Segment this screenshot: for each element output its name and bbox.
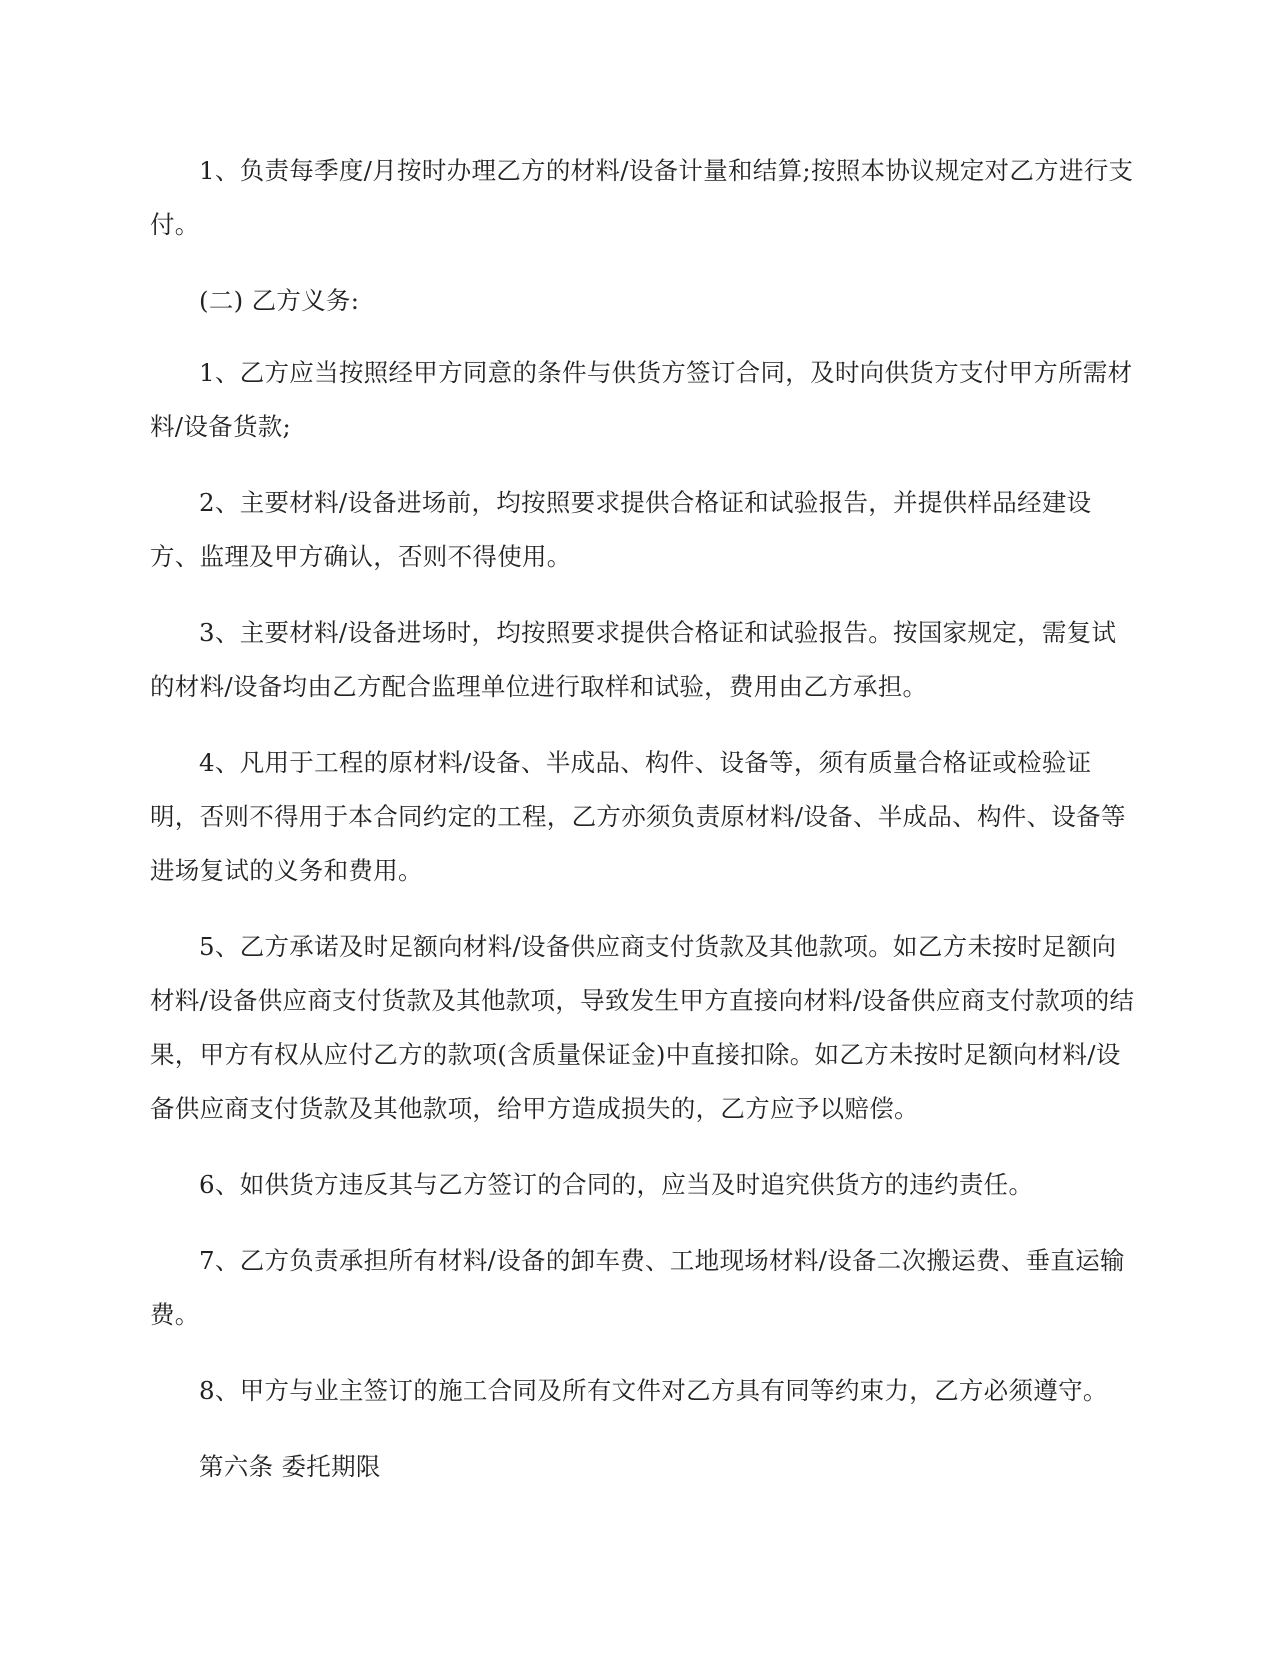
party-b-obligation-8: 8、甲方与业主签订的施工合同及所有文件对乙方具有同等约束力，乙方必须遵守。: [199, 1376, 1108, 1405]
party-b-obligation-3: 3、主要材料/设备进场时，均按照要求提供合格证和试验报告。按国家规定，需复试的材料/设备均由乙方配合监理单位进行取样和试验，费用由乙方承担。: [150, 618, 1117, 701]
party-b-obligation-1: 1、乙方应当按照经甲方同意的条件与供货方签订合同，及时向供货方支付甲方所需材料/设备货款;: [150, 358, 1133, 441]
party-a-obligation-1: 1、负责每季度/月按时办理乙方的材料/设备计量和结算;按照本协议规定对乙方进行支付。: [150, 156, 1134, 239]
party-b-obligation-4: 4、凡用于工程的原材料/设备、半成品、构件、设备等，须有质量合格证或检验证明，否则不得用于本合同约定的工程，乙方亦须负责原材料/设备、半成品、构件、设备等进场复试的义务和费用。: [150, 748, 1126, 885]
party-b-obligations-heading: (二) 乙方义务:: [199, 286, 360, 315]
party-b-obligation-6: 6、如供货方违反其与乙方签订的合同的，应当及时追究供货方的违约责任。: [199, 1170, 1034, 1199]
party-b-obligation-5: 5、乙方承诺及时足额向材料/设备供应商支付货款及其他款项。如乙方未按时足额向材料/设备供应商支付货款及其他款项，导致发生甲方直接向材料/设备供应商支付款项的结果，甲方有权从应付乙方的款项(含质量保证金)中直接扣除。如乙方未按时足额向材料/设备供应商支付货款及其他款项，给甲方造成损失的，乙方应予以赔偿。: [150, 932, 1135, 1123]
document-body: [150, 144, 1140, 1512]
party-b-obligation-7: 7、乙方负责承担所有材料/设备的卸车费、工地现场材料/设备二次搬运费、垂直运输费。: [150, 1246, 1125, 1329]
article-6-heading: 第六条 委托期限: [199, 1452, 381, 1481]
party-b-obligation-2: 2、主要材料/设备进场前，均按照要求提供合格证和试验报告，并提供样品经建设方、监理及甲方确认，否则不得使用。: [150, 488, 1092, 571]
